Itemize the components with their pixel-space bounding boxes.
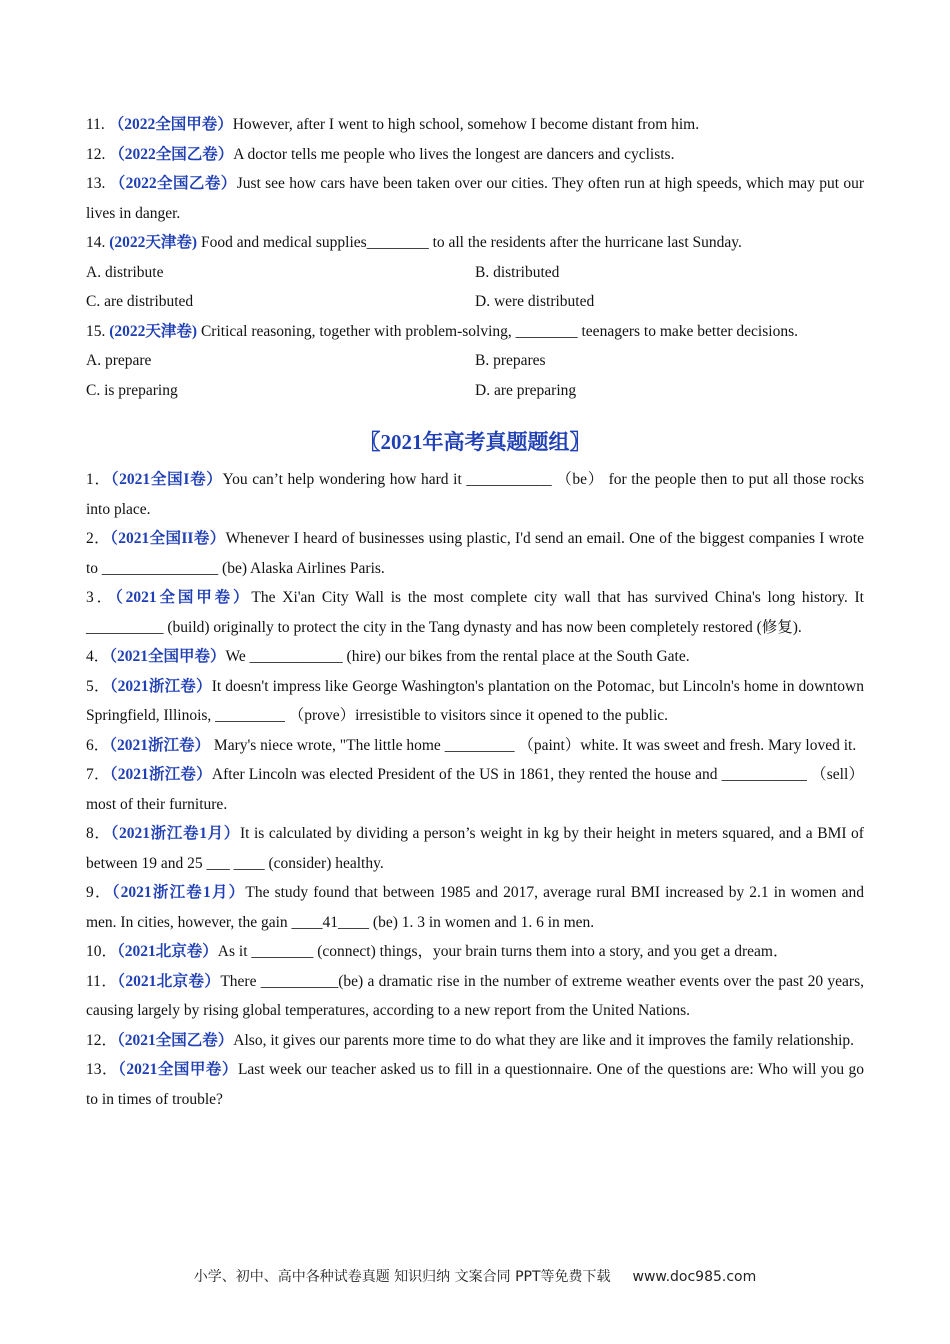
question-2022-15: 15. (2022天津卷) Critical reasoning, together with problem-solving, ________ teenagers to make better decisions. xyxy=(86,322,798,340)
question-2021-5: 5．（2021浙江卷）It doesn't impress like George Washington's plantation on the Potomac, but Lincoln's home in downtown Springfield, Illinois, _________ （prove）irresistible to visitors since it opened to the public. xyxy=(86,677,864,724)
option-d: D. are preparing xyxy=(475,381,577,399)
options-row xyxy=(86,287,864,317)
question-source: （2021北京卷） xyxy=(117,972,221,990)
question-source: （2021全国甲卷） xyxy=(109,648,226,665)
option-c: C. is preparing xyxy=(86,381,178,399)
option-a: A. prepare xyxy=(86,352,152,369)
option-d: D. were distributed xyxy=(475,293,595,310)
options-row xyxy=(86,346,864,376)
question-2021-10: 10．（2021北京卷）As it ________ (connect) things，your brain turns them into a story, and you get a dream． xyxy=(86,943,789,960)
question-source: （2021全国乙卷） xyxy=(117,1031,234,1049)
question-source: （2021浙江卷） xyxy=(109,736,211,754)
question-2021-7: 7．（2021浙江卷）After Lincoln was elected President of the US in 1861, they rented the house and ___________ （sell）most of their furniture. xyxy=(86,766,864,813)
question-2021-8: 8．（2021浙江卷1月）It is calculated by dividing a person’s weight in kg by their height in meters squared, and a BMI of between 19 and 25 ___ ____ (consider) healthy. xyxy=(86,825,864,872)
options-row xyxy=(86,376,864,406)
footer-text: 小学、初中、高中各种试卷真题 知识归纳 文案合同 PPT等免费下载 xyxy=(193,1269,611,1285)
question-2021-9: 9．（2021浙江卷1月）The study found that between 1985 and 2017, average rural BMI increased by 2.1 in women and men. In cities, however, the gain ____41____ (be) 1. 3 in women and 1. 6 in men. xyxy=(86,884,864,931)
option-b: B. prepares xyxy=(475,352,546,369)
question-2021-2: 2．（2021全国II卷）Whenever I heard of businesses using plastic, I'd send an email. One of the biggest companies I wrote to _______________ (be) Alaska Airlines Paris. xyxy=(86,530,864,577)
question-2021-13: 13．（2021全国甲卷）Last week our teacher asked us to fill in a questionnaire. One of the questions are: Who will you go to in times of trouble? xyxy=(86,1061,864,1108)
question-source: （2022全国乙卷） xyxy=(109,175,237,192)
question-2021-6: 6．（2021浙江卷） Mary's niece wrote, "The little home _________ （paint）white. It was sweet and fresh. Mary loved it. xyxy=(86,736,857,754)
question-2022-13: 13. （2022全国乙卷）Just see how cars have been taken over our cities. They often run at high speeds, which may put our lives in danger. xyxy=(86,175,864,222)
question-source: (2022天津卷) xyxy=(109,322,198,340)
question-source: （2021北京卷） xyxy=(117,943,218,960)
option-a: A. distribute xyxy=(86,263,164,281)
question-source: （2021全国I卷） xyxy=(110,471,223,488)
option-c: C. are distributed xyxy=(86,293,194,310)
question-source: （2021浙江卷1月） xyxy=(111,884,246,901)
question-source: （2021浙江卷） xyxy=(109,766,212,783)
question-2021-4: 4．（2021全国甲卷）We ____________ (hire) our bikes from the rental place at the South Gate. xyxy=(86,648,690,665)
question-2022-14: 14. (2022天津卷) Food and medical supplies________ to all the residents after the hurricane last Sunday. xyxy=(86,234,742,251)
question-source: (2022天津卷) xyxy=(109,234,198,251)
footer-url[interactable]: www.doc985.com xyxy=(632,1269,757,1285)
question-2022-12: 12. （2022全国乙卷）A doctor tells me people who lives the longest are dancers and cyclists. xyxy=(86,145,675,163)
question-source: （2022全国甲卷） xyxy=(108,116,233,133)
question-source: （2021浙江卷） xyxy=(109,677,212,695)
question-2021-11: 11．（2021北京卷）There __________(be) a dramatic rise in the number of extreme weather events over the past 20 years, causing largely by rising global temperatures, according to a new report from the United Nations. xyxy=(86,972,864,1019)
question-2021-12: 12．（2021全国乙卷）Also, it gives our parents more time to do what they are like and it improves the family relationship. xyxy=(86,1031,855,1049)
question-source: （2021全国II卷） xyxy=(110,530,226,547)
option-b: B. distributed xyxy=(475,263,560,281)
question-source: （2022全国乙卷） xyxy=(109,145,234,163)
question-2022-11: 11. （2022全国甲卷）However, after I went to high school, somehow I become distant from him. xyxy=(86,116,700,133)
question-source: （2021全国甲卷） xyxy=(118,1061,238,1078)
question-2021-3: 3．（2021全国甲卷）The Xi'an City Wall is the most complete city wall that has survived China's long history. It __________ (build) originally to protect the city in the Tang dynasty and has now been completely restored (修复). xyxy=(86,589,864,636)
question-source: （2021浙江卷1月） xyxy=(110,825,240,842)
page-footer xyxy=(0,1266,950,1286)
question-2021-1: 1．（2021全国I卷）You can’t help wondering how hard it ___________ （be） for the people then to put all those rocks into place. xyxy=(86,471,864,518)
question-source: （2021全国甲卷） xyxy=(115,589,252,606)
document-page xyxy=(86,110,864,1114)
section-title: 〖2021年高考真题题组〗 xyxy=(359,430,591,454)
options-row xyxy=(86,258,864,288)
